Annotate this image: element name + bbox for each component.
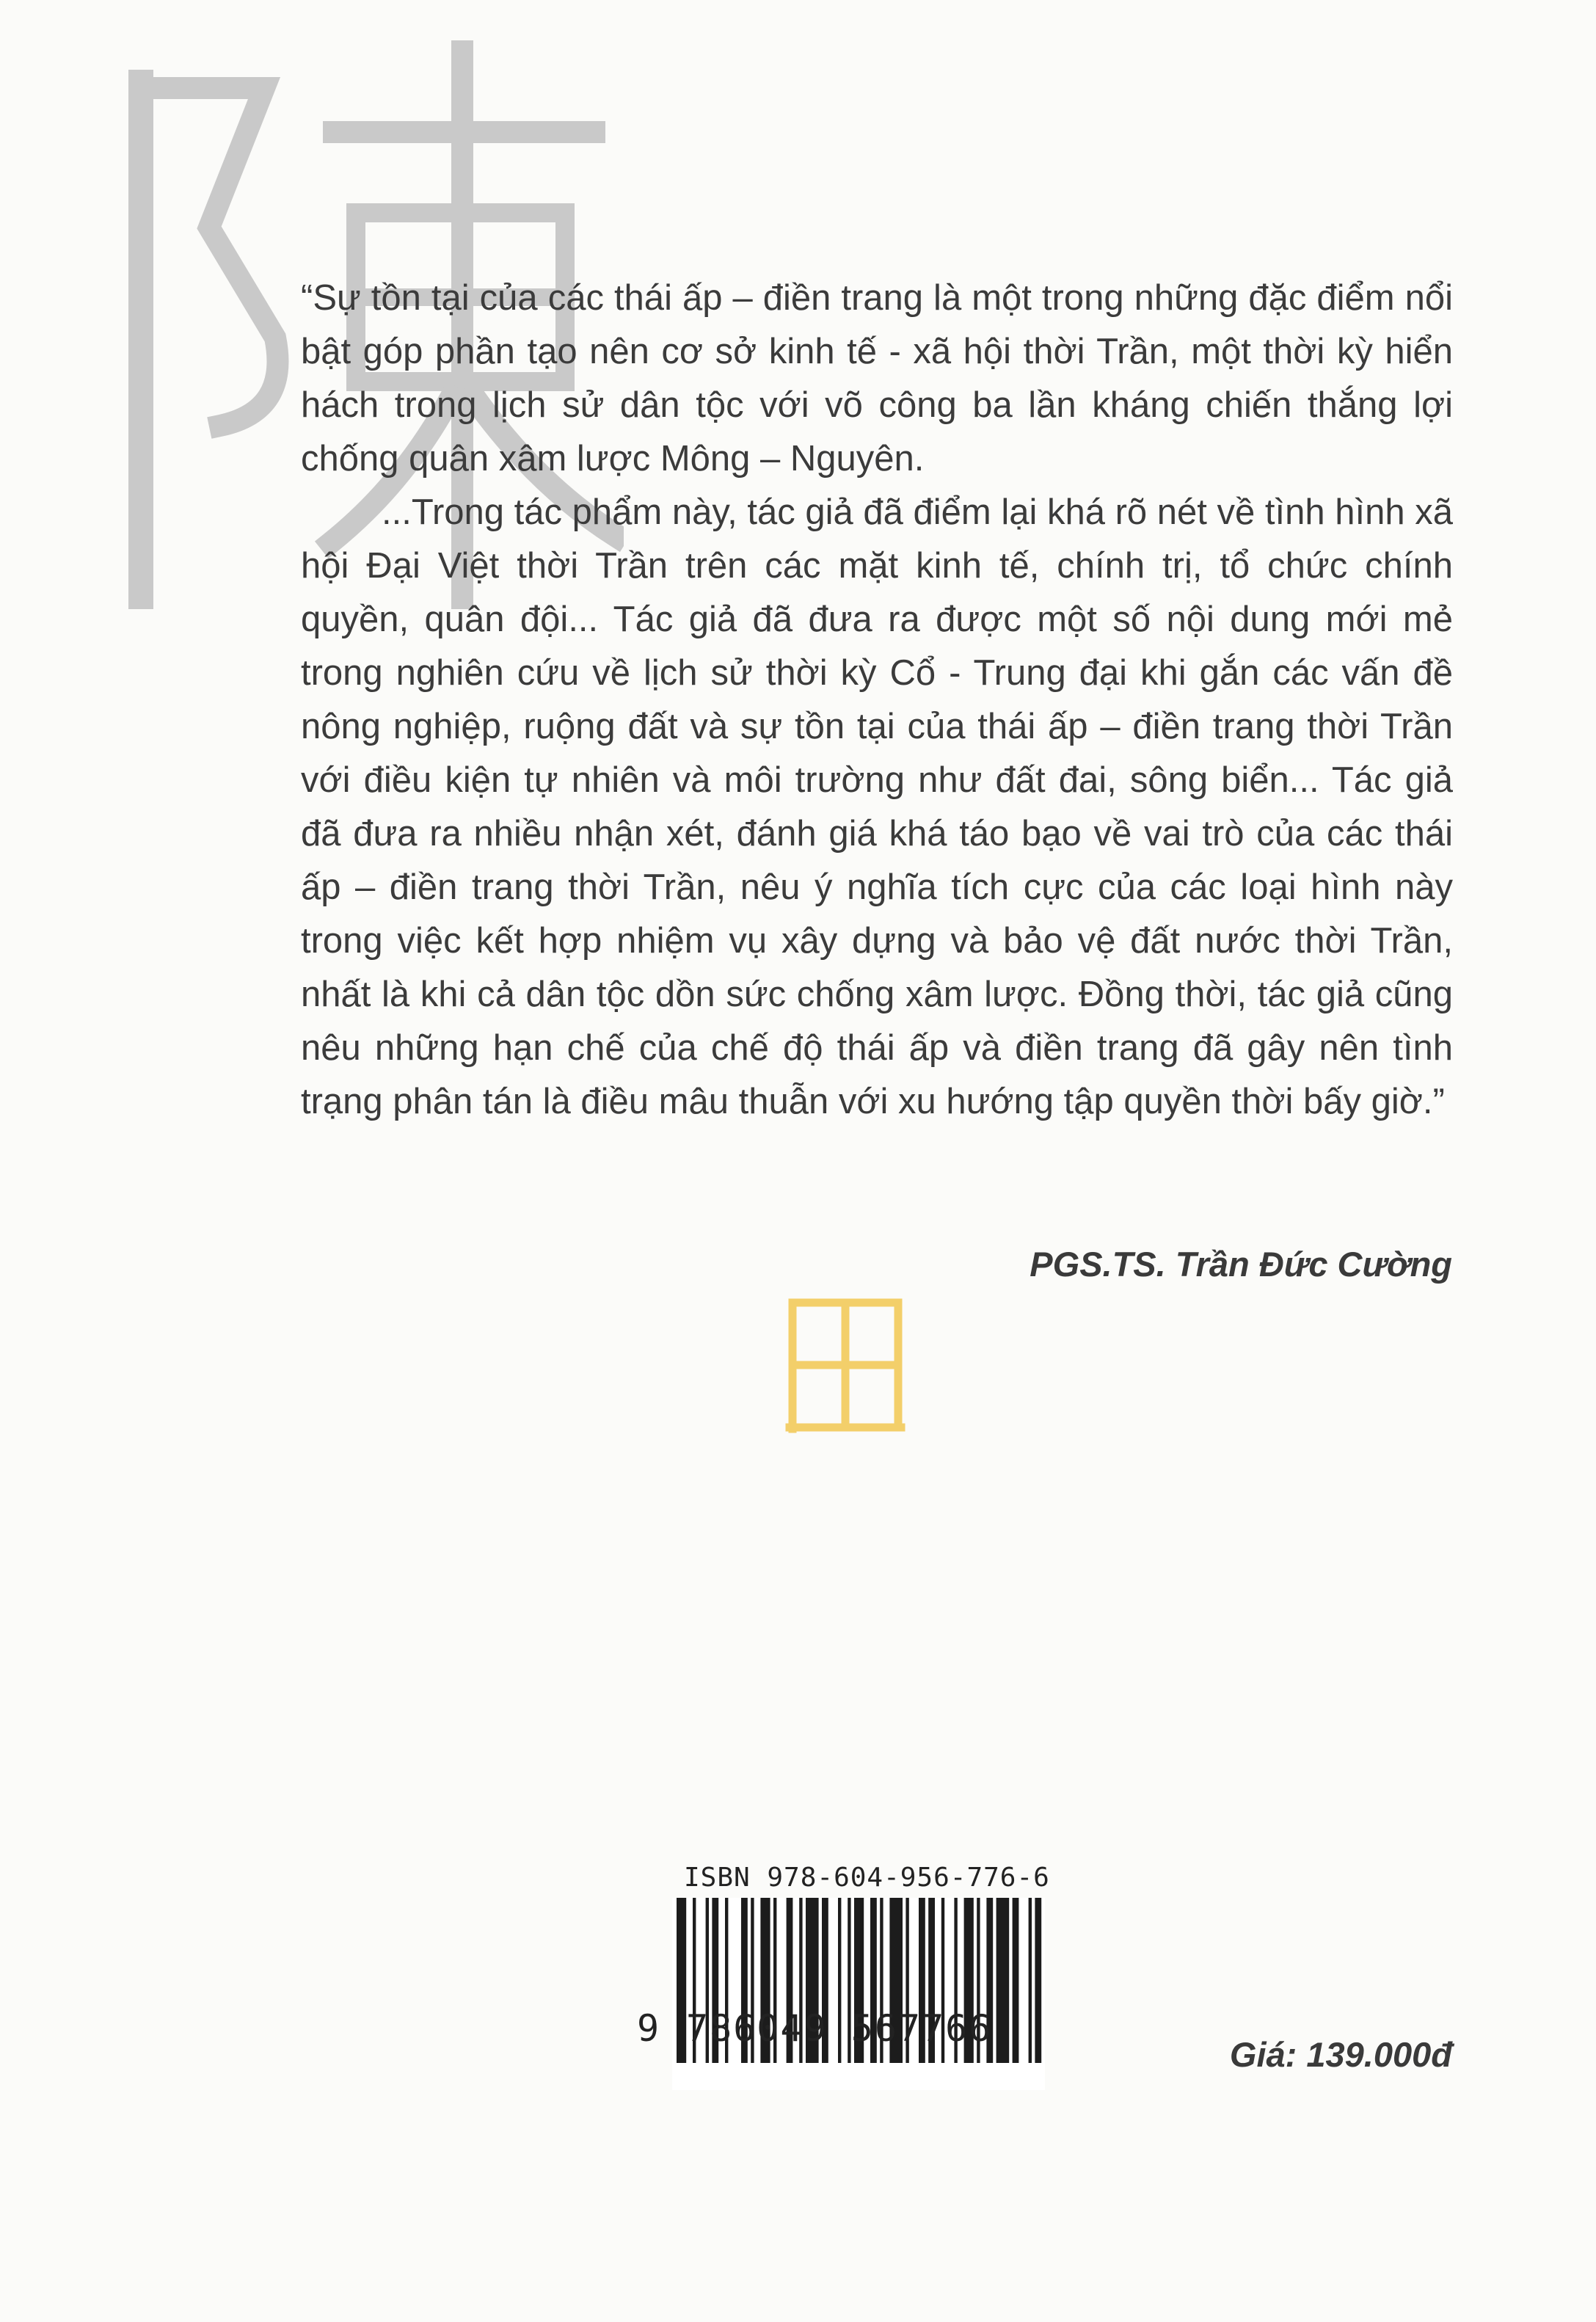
barcode-area: [633, 1863, 1058, 2097]
quote-author: PGS.TS. Trần Đức Cường: [1030, 1245, 1452, 1284]
isbn-label: ISBN 978-604-956-776-6: [684, 1863, 1050, 1893]
barcode-bar: [1035, 1898, 1041, 2063]
barcode-bar: [1013, 1898, 1019, 2063]
barcode-bar: [677, 1898, 686, 2063]
barcode-bar: [1029, 1898, 1032, 2063]
quote-paragraph-1: “Sự tồn tại của các thái ấp – điền trang là một trong những đặc điểm nổi bật góp phần tạo nên cơ sở kinh tế - xã hội thời Trần, một thời kỳ hiển hách trong lịch sử dân tộc với võ công ba lần kháng chiến thắng lợi chống quân xâm lược Mông – Nguyên.: [301, 278, 1453, 478]
barcode: [672, 1898, 1045, 2090]
barcode-digits: 786049 567766: [686, 2007, 993, 2050]
back-cover-quote: [301, 272, 1453, 1129]
barcode-lead-digit: 9: [637, 2007, 660, 2050]
dien-character-decoration: [782, 1288, 907, 1435]
quote-paragraph-2: ...Trong tác phẩm này, tác giả đã điểm lại khá rõ nét về tình hình xã hội Đại Việt thời Trần trên các mặt kinh tế, chính trị, tổ chức chính quyền, quân đội... Tác giả đã đưa ra được một số nội dung mới mẻ trong nghiên cứu về lịch sử thời kỳ Cổ - Trung đại khi gắn các vấn đề nông nghiệp, ruộng đất và sự tồn tại của thái ấp – điền trang thời Trần với điều kiện tự nhiên và môi trường như đất đai, sông biển... Tác giả đã đưa ra nhiều nhận xét, đánh giá khá táo bạo về vai trò của các thái ấp – điền trang thời Trần, nêu ý nghĩa tích cực của các loại hình này trong việc kết hợp nhiệm vụ xây dựng và bảo vệ đất nước thời Trần, nhất là khi cả dân tộc dồn sức chống xâm lược. Đồng thời, tác giả cũng nêu những hạn chế của chế độ thái ấp và điền trang đã gây nên tình trạng phân tán là điều mâu thuẫn với xu hướng tập quyền thời bấy giờ.”: [301, 492, 1453, 1121]
barcode-bar: [996, 1898, 1010, 2063]
price-label: Giá: 139.000đ: [1229, 2035, 1452, 2074]
